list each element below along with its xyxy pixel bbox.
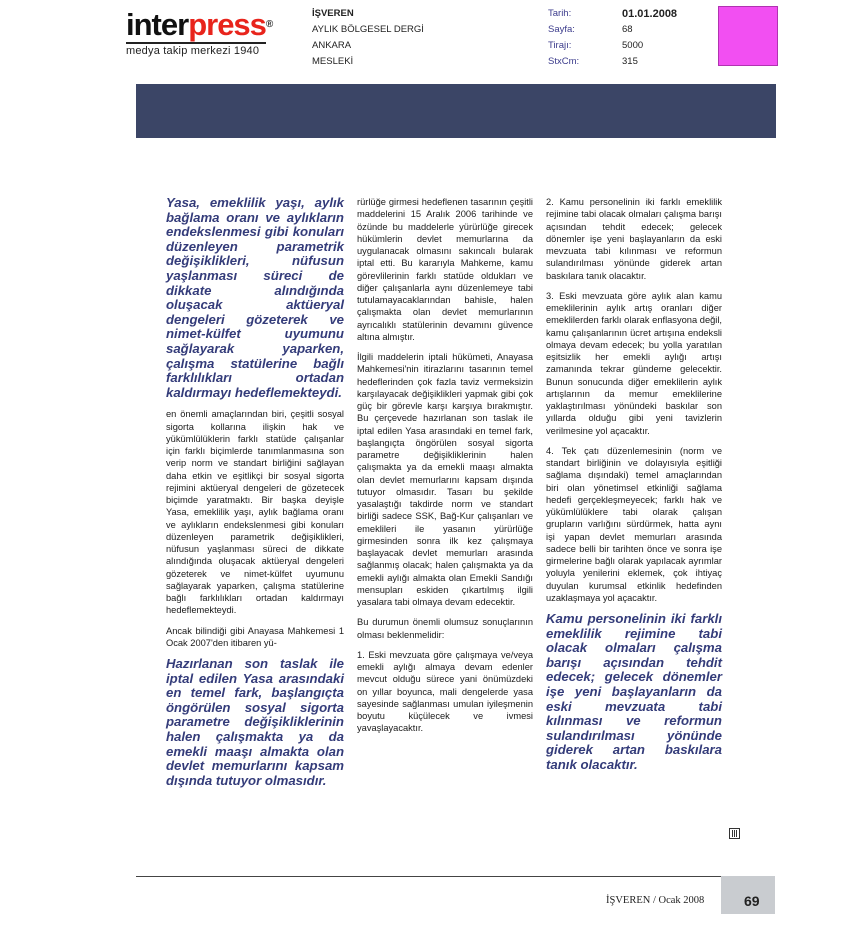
date-label: Tarih: (548, 8, 572, 19)
circulation-value: 5000 (622, 40, 644, 51)
publication-city: ANKARA (312, 40, 352, 51)
running-footer: İŞVEREN / Ocak 2008 (606, 895, 705, 906)
paragraph: 4. Tek çatı düzenlemesinin (norm ve standart birliğinin ve dolayısıyla eşitliği sağlama dışındaki) temel amaçlarından biri olan yönetimsel etkinliği sağlama hedefi gerçekleşmeyecek; farklı hak ve yükümlülüklere tabi olarak çalışan grupların varlığını sürdürmek, hatta aynı işi yapan devlet memurları arasında sadece belli bir tarihten önce ve sonra işe girmelerine bağlı olarak yapılacak ayrımlar yoluyla yenilerini eklemek, çok ihtiyaç duyulan kurumsal etkinlik hedefinden uzaklaşmaya yol açacaktır. (546, 445, 722, 603)
publication-info (312, 6, 424, 70)
paragraph: Ancak bilindiği gibi Anayasa Mahkemesi 1 Ocak 2007'den itibaren yü- (166, 625, 344, 648)
logo-wordmark: interpress® (126, 7, 273, 42)
end-of-article-icon (729, 828, 740, 839)
interpress-logo (126, 7, 276, 57)
publication-category: MESLEKİ (312, 56, 354, 67)
paragraph: 3. Eski mevzuata göre aylık alan kamu emeklilerinin aylık artış oranları diğer emeklilerden farklı olarak enflasyona değil, kamu çalışanlarının ücret artışına endeksli olmaya devam edecek; bu yolla yaratılan eşitsizlik her emekli aylığı artışı zamanında tekrar gündeme gelecektir. Bunun sonucunda diğer emeklilerin aylık artışlarının da memur emeklilerine yaklaştırılması yönündeki baskılar son yıllarda olduğu gibi yeni tavizlerin verilmesine yol açacaktır. (546, 290, 722, 436)
stxcm-label: StxCm: (548, 56, 580, 67)
logo-rule (126, 42, 266, 44)
publication-type: AYLIK BÖLGESEL DERGİ (312, 24, 424, 35)
paragraph: Bu durumun önemli olumsuz sonuçlarının olması beklenmelidir: (357, 617, 533, 640)
paragraph: en önemli amaçlarından biri, çeşitli sosyal sigorta kollarına ilişkin hak ve yükümlülüklerin farklı statüde çalışanlar için farklı biçimlerde tanımlanmasına son verip norm ve standart birliğini sağlayan daha etkin ve eşitlikçi bir sosyal sigorta rejimini aktüeryal dengeleri de gözetecek biçimde yaratmaktı. Bir başka deyişle Yasa, emeklilik yaşı, aylık bağlama oranı ve aylıkların endekslenmesi gibi konuları düzenleyen parametrik değişiklikleri, nüfusun yaşlanması süreci de dikkate alındığında oluşacak aktüeryal dengeleri gözeterek ve nimet-külfet uyumunu sağlayarak yaparken, çalışma statülerine bağlı farklılıkları ortadan kaldırmayı hedeflemekteydi. (166, 409, 344, 616)
pullquote: Kamu personelinin iki farklı emeklilik rejimine tabi olacak olmaları çalışma barışı açısından tehdit edecek; gelecek dönemler işe yeni başlayanların da eski mevzuata tabi kılınması ve reformun sulandırılması yönünde giderek artan baskılara tanık olacaktır. (546, 611, 722, 772)
paragraph: İlgili maddelerin iptali hükümeti, Anayasa Mahkemesi'nin itirazlarını tasarının temel hedeflerinden çok fazla taviz vermeksizin karşılayacak değişiklikleri yapmak gibi çok güç bir görevle karşı karşıya bırakmıştır. Bu çerçevede hazırlanan son taslak ile iptal edilen Yasa arasındaki en temel fark, başlangıçta öngörülen sosyal sigorta parametre değişikliklerinin halen çalışmakta ya da emekli maaşı almakta olan devlet memurlarını kapsam dışında tutuyor olmasıdır. Tasarı bu şekilde yasalaştığı takdirde norm ve standart birliği sadece SSK, Bağ-Kur çalışanları ve emeklileri ile yasanın yürürlüğe girmesinden sonra ilk kez çalışmaya başlayacak devlet memurları arasında sağlanmış olacak; halen çalışmakta ya da emekli aylığı almakta olan Emekli Sandığı mensupları eskiden çıkartılmış ilgili yasalara tabi olmaya devam edecektir. (357, 352, 533, 607)
circulation-label: Tirajı: (548, 40, 572, 51)
pullquote: Hazırlanan son taslak ile iptal edilen Yasa arasındaki en temel fark, başlangıçta öngörülen sosyal sigorta parametre değişikliklerinin halen çalışmakta ya da emekli maaşı almakta olan devlet memurlarını kapsam dışında tutuyor olmasıdır. (166, 656, 344, 788)
clipping-labels (548, 6, 579, 70)
footer-rule (136, 876, 721, 877)
article-column-1 (166, 196, 344, 796)
logo-tagline: medya takip merkezi 1940 (126, 45, 260, 57)
page-value: 68 (622, 24, 633, 35)
paragraph: rürlüğe girmesi hedeflenen tasarının çeşitli maddelerini 15 Aralık 2006 tarihinde ve özünde bu maddelerle yürürlüğe girecek hükümlerin devlet memurlarına da uygulanacak olmasını sakıncalı bularak iptal etti. Bu kararıyla Mahkeme, kamu görevlilerinin farklı statüde oldukları ve diğer çalışanlarla aynı düzenlemeye tabi tutulamayacaklarından bahisle, halen çalışmakta olan devlet memurlarının ayrıcalıklı statülerinin devamını güvence altına almıştır. (357, 197, 533, 342)
article-column-2 (357, 196, 533, 743)
paragraph: 1. Eski mevzuata göre çalışmaya ve/veya emekli aylığı almaya devam edenler mevcut olduğu sürece yani önümüzdeki on yıllar boyunca, mali dengelerde yasa sayesinde sağlanması umulan iyileşmenin boyutu küçülecek ve ivmesi yavaşlayacaktır. (357, 649, 533, 734)
clipping-values (622, 6, 677, 70)
publication-name: İŞVEREN (312, 8, 354, 19)
color-swatch (718, 6, 778, 66)
paragraph: 2. Kamu personelinin iki farklı emeklilik rejimine tabi olacak olmaları çalışma barışı açısından tehdit edecek; gelecek dönemler işe yeni başlayanların da eski mevzuata tabi kılınması ve reformun sulandırılması yönünde giderek artan baskılara tanık olacaktır. (546, 197, 722, 281)
article-column-3 (546, 196, 722, 781)
stxcm-value: 315 (622, 56, 638, 67)
page-number: 69 (744, 893, 760, 909)
pullquote: Yasa, emeklilik yaşı, aylık bağlama oranı ve aylıkların endekslenmesi gibi konuları düzenleyen parametrik değişiklikleri, nüfusun yaşlanması süreci de dikkate alındığında oluşacak aktüeryal dengeleri gözeterek ve nimet-külfet uyumunu sağlayarak yaparken, çalışma statülerine bağlı farklılıkları ortadan kaldırmayı hedeflemekteydi. (166, 195, 344, 400)
date-value: 01.01.2008 (622, 8, 678, 20)
page-label: Sayfa: (548, 24, 575, 35)
header-banner (136, 84, 776, 138)
